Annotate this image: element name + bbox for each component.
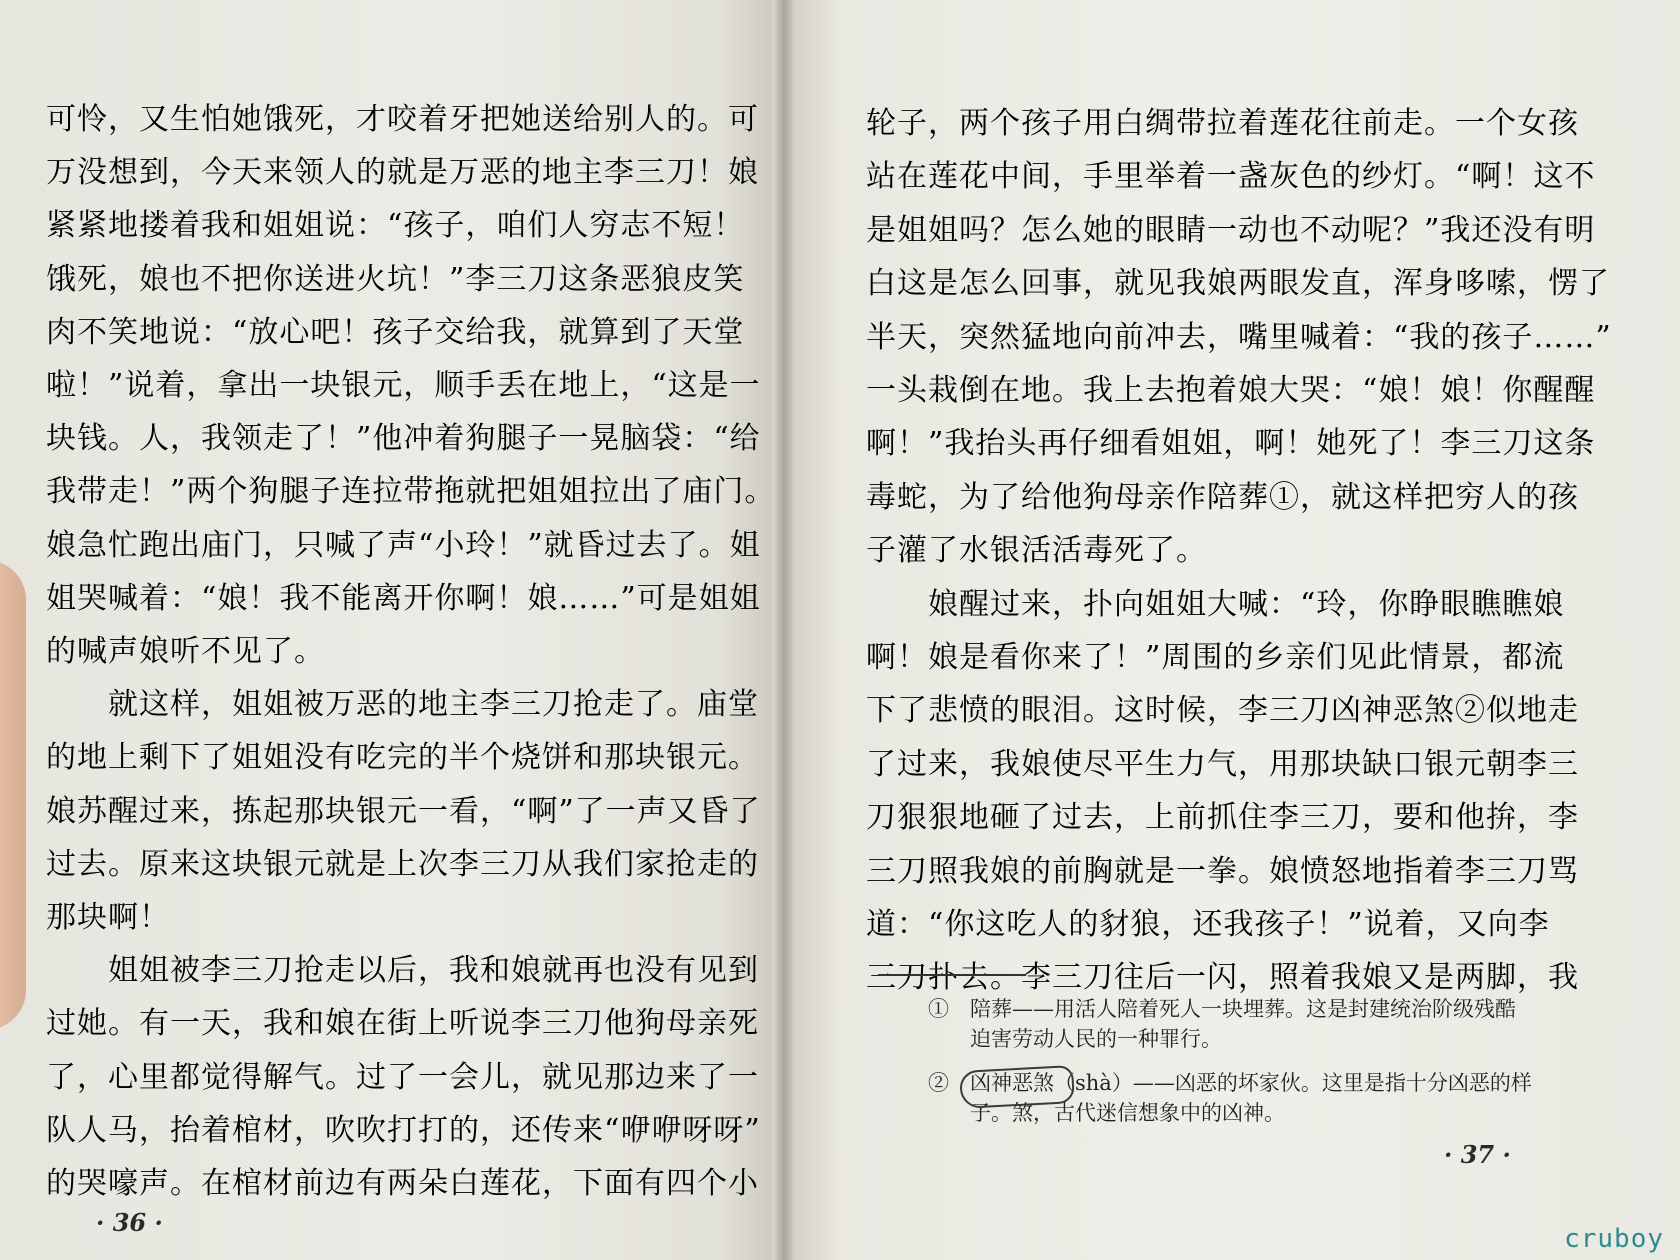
text-line: 可怜，又生怕她饿死，才咬着牙把她送给别人的。可 (46, 102, 759, 137)
text-line: 就这样，姐姐被万恶的地主李三刀抢走了。庙堂 (46, 687, 759, 723)
text-line: 那块啊！ (46, 900, 170, 935)
text-line: 姐姐被李三刀抢走以后，我和娘就再也没有见到 (46, 953, 759, 989)
text-line: 过她。有一天，我和娘在街上听说李三刀他狗母亲死 (46, 1006, 759, 1042)
text-line: 啊！娘是看你来了！”周围的乡亲们见此情景，都流 (866, 640, 1565, 675)
text-line: 三刀照我娘的前胸就是一拳。娘愤怒地指着李三刀骂 (866, 853, 1579, 889)
text-line: 队人马，抬着棺材，吹吹打打的，还传来“咿咿呀呀” (46, 1112, 761, 1148)
text-line: 了过来，我娘使尽平生力气，用那块缺口银元朝李三 (866, 746, 1579, 782)
text-line: 万没想到，今天来领人的就是万恶的地主李三刀！娘 (46, 155, 759, 191)
footnote-line: ① 陪葬——用活人陪着死人一块埋葬。这是封建统治阶级残酷 (928, 997, 1516, 1021)
text-line: 了，心里都觉得解气。过了一会儿，就见那边来了一 (46, 1059, 759, 1095)
text-line: 下了悲愤的眼泪。这时候，李三刀凶神恶煞②似地走 (866, 693, 1579, 729)
pen-circle-mark (959, 1065, 1075, 1109)
text-line: 子灌了水银活活毒死了。 (866, 533, 1207, 569)
page-number-left: · 36 · (96, 1208, 163, 1237)
text-line: 是姐姐吗？怎么她的眼睛一动也不动呢？”我还没有明 (866, 212, 1596, 248)
text-line: 轮子，两个孩子用白绸带拉着莲花往前走。一个女孩 (866, 106, 1579, 141)
text-line: 半天，突然猛地向前冲去，嘴里喊着：“我的孩子……” (866, 319, 1612, 355)
text-line: 刀狠狠地砸了过去，上前抓住李三刀，要和他拚，李 (866, 800, 1579, 836)
text-line: 站在莲花中间，手里举着一盏灰色的纱灯。“啊！这不 (866, 159, 1596, 195)
watermark: cruboy (1564, 1224, 1664, 1254)
footnote-line: 子。煞，古代迷信想象中的凶神。 (928, 1101, 1285, 1125)
text-line: 的地上剩下了姐姐没有吃完的半个烧饼和那块银元。 (46, 740, 759, 776)
text-line: 一头栽倒在地。我上去抱着娘大哭：“娘！娘！你醒醒 (866, 373, 1596, 408)
text-line: 毒蛇，为了给他狗母亲作陪葬①，就这样把穷人的孩 (866, 479, 1579, 515)
text-line: 三刀扑去。李三刀往后一闪，照着我娘又是两脚，我 (866, 960, 1579, 996)
text-line: 娘急忙跑出庙门，只喊了声“小玲！”就昏过去了。姐 (46, 527, 761, 563)
text-line: 的喊声娘听不见了。 (46, 634, 325, 669)
text-line: 啊！”我抬头再仔细看姐姐，啊！她死了！李三刀这条 (866, 426, 1596, 462)
text-line: 我带走！”两个狗腿子连拉带拖就把姐姐拉出了庙门。 (46, 474, 776, 510)
book-gutter (772, 0, 796, 1260)
text-line: 紧紧地搂着我和姐姐说：“孩子，咱们人穷志不短！ (46, 208, 745, 244)
text-line: 娘醒过来，扑向姐姐大喊：“玲，你睁眼瞧瞧娘 (866, 586, 1565, 622)
footnote-line: ② 凶神恶煞（shà）——凶恶的坏家伙。这里是指十分凶恶的样 (928, 1071, 1532, 1095)
text-line: 姐哭喊着：“娘！我不能离开你啊！娘……”可是姐姐 (46, 580, 761, 616)
footnote-line: 迫害劳动人民的一种罪行。 (928, 1027, 1222, 1051)
text-line: 块钱。人，我领走了！”他冲着狗腿子一晃脑袋：“给 (46, 421, 761, 457)
text-line: 道：“你这吃人的豺狼，还我孩子！”说着，又向李 (866, 907, 1550, 942)
text-line: 的哭嚎声。在棺材前边有两朵白莲花，下面有四个小 (46, 1166, 759, 1201)
text-line: 过去。原来这块银元就是上次李三刀从我们家抢走的 (46, 846, 759, 882)
text-line: 饿死，娘也不把你送进火坑！”李三刀这条恶狼皮笑 (46, 261, 745, 297)
footnote-divider (878, 974, 1026, 976)
text-line: 啦！”说着，拿出一块银元，顺手丢在地上，“这是一 (46, 368, 761, 403)
thumb (0, 560, 26, 1030)
text-line: 肉不笑地说：“放心吧！孩子交给我，就算到了天堂 (46, 314, 745, 350)
text-line: 娘苏醒过来，拣起那块银元一看，“啊”了一声又昏了 (46, 793, 761, 829)
text-line: 白这是怎么回事，就见我娘两眼发直，浑身哆嗦，愣了 (866, 266, 1610, 302)
page-number-right: · 37 · (1444, 1140, 1511, 1169)
